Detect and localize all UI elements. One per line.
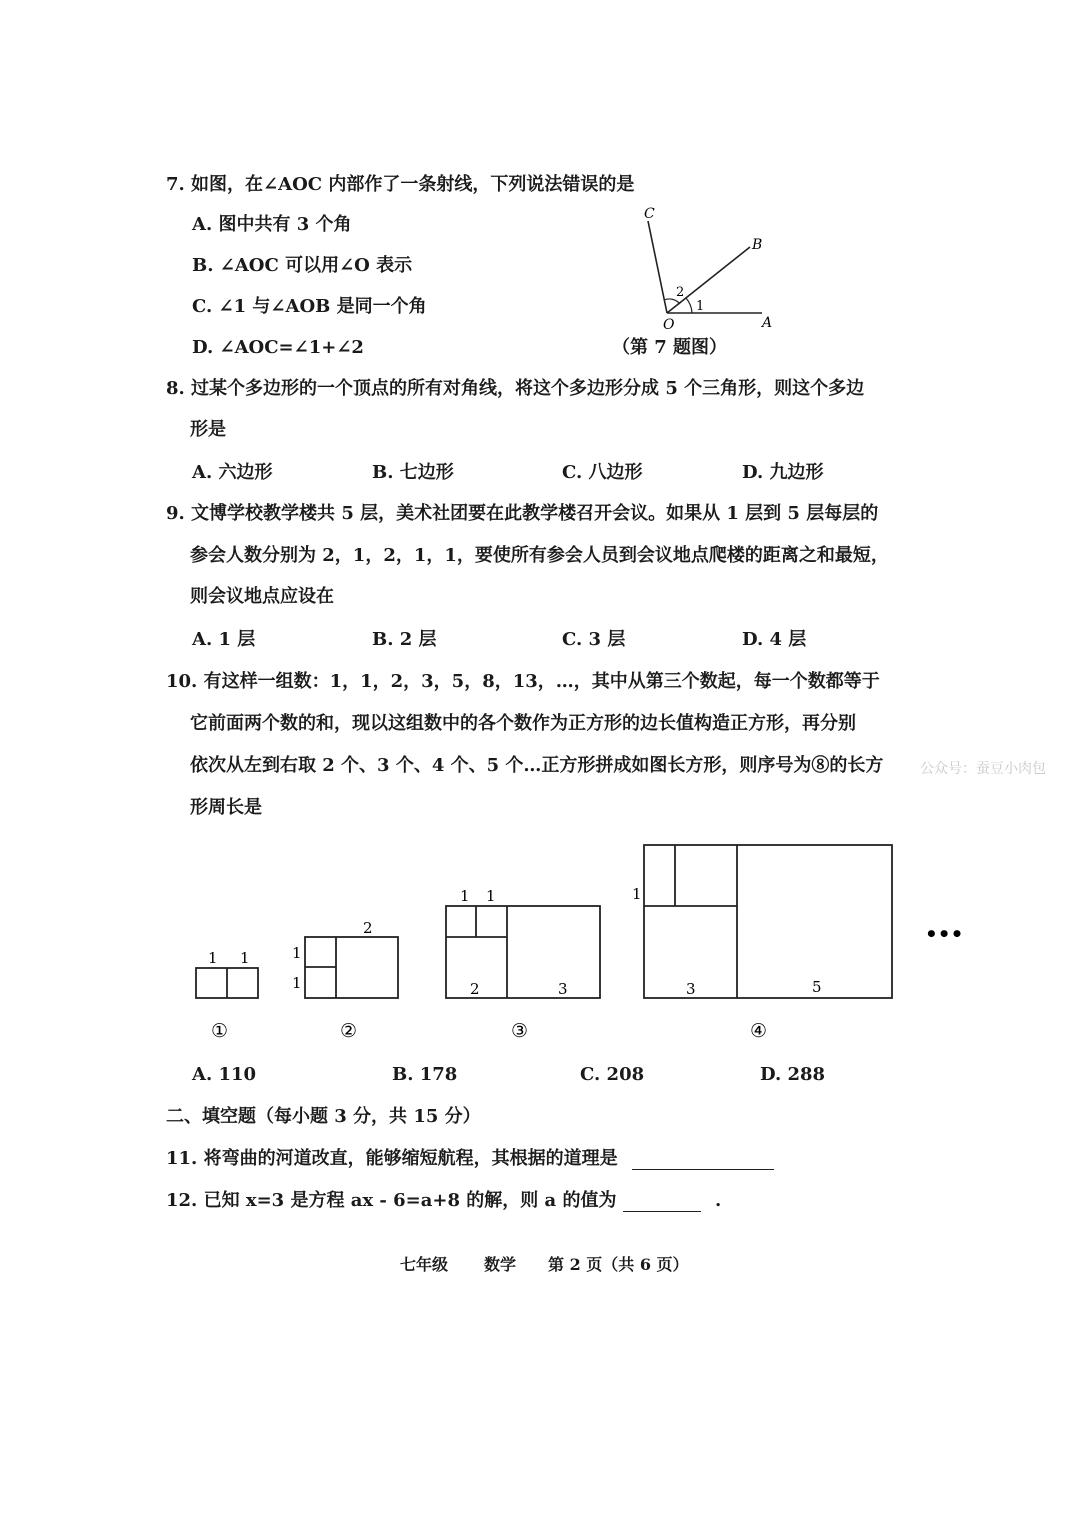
q12-row bbox=[166, 1190, 721, 1212]
q10-rectangles-figure bbox=[180, 835, 980, 1050]
fig1-label-1: 1 bbox=[208, 949, 218, 967]
q9-stem-line2: 参会人数分别为 2，1，2，1，1，要使所有参会人员到会议地点爬楼的距离之和最短， bbox=[190, 545, 889, 566]
ray-oc bbox=[648, 221, 667, 313]
q10-option-b: B. 178 bbox=[392, 1064, 458, 1085]
q10-option-a: A. 110 bbox=[192, 1064, 257, 1085]
q7-angle-figure bbox=[600, 195, 820, 335]
q9-option-a: A. 1 层 bbox=[192, 629, 256, 650]
fig1-number: ① bbox=[211, 1020, 229, 1042]
q8-option-b: B. 七边形 bbox=[372, 462, 454, 483]
fig3-label-top-2: 1 bbox=[486, 887, 496, 905]
q7-figure-caption: （第 7 题图） bbox=[612, 337, 728, 358]
fig4-label-3: 3 bbox=[686, 980, 696, 998]
label-a: A bbox=[762, 315, 773, 331]
q11-answer-blank[interactable] bbox=[632, 1151, 774, 1170]
q7-stem: 7. 如图，在∠AOC 内部作了一条射线，下列说法错误的是 bbox=[166, 174, 635, 195]
q10-stem-line2: 它前面两个数的和，现以这组数中的各个数作为正方形的边长值构造正方形，再分别 bbox=[190, 713, 856, 734]
watermark-text: 公众号：蚕豆小肉包 bbox=[920, 761, 1046, 777]
q7-option-a: A. 图中共有 3 个角 bbox=[192, 214, 352, 235]
q10-option-d: D. 288 bbox=[760, 1064, 826, 1085]
footer-page: 第 2 页（共 6 页） bbox=[548, 1255, 689, 1274]
label-angle-1: 1 bbox=[696, 299, 705, 314]
q8-option-c: C. 八边形 bbox=[562, 462, 643, 483]
fig3-label-top-1: 1 bbox=[460, 887, 470, 905]
q7-option-d: D. ∠AOC=∠1+∠2 bbox=[192, 337, 364, 358]
label-o: O bbox=[663, 317, 675, 333]
section2-title: 二、填空题（每小题 3 分，共 15 分） bbox=[166, 1106, 481, 1127]
q9-option-d: D. 4 层 bbox=[742, 629, 807, 650]
arc-angle-1 bbox=[686, 298, 692, 313]
q10-stem-line4: 形周长是 bbox=[190, 797, 262, 818]
fig4-label-1: 1 bbox=[632, 885, 642, 903]
q9-option-c: C. 3 层 bbox=[562, 629, 626, 650]
q8-stem-line2: 形是 bbox=[190, 419, 226, 440]
footer-subject: 数学 bbox=[484, 1255, 517, 1274]
q12-stem: 12. 已知 x=3 是方程 ax - 6=a+8 的解，则 a 的值为 bbox=[166, 1190, 617, 1211]
q8-option-d: D. 九边形 bbox=[742, 462, 824, 483]
q10-option-c: C. 208 bbox=[580, 1064, 645, 1085]
q9-option-b: B. 2 层 bbox=[372, 629, 437, 650]
fig2-label-left-2: 1 bbox=[292, 974, 302, 992]
q8-stem-line1: 8. 过某个多边形的一个顶点的所有对角线，将这个多边形分成 5 个三角形，则这个多边 bbox=[166, 378, 865, 399]
fig4-number: ④ bbox=[750, 1020, 768, 1042]
label-c: C bbox=[644, 206, 655, 222]
fig2-label-top: 2 bbox=[363, 919, 373, 937]
fig3-number: ③ bbox=[511, 1020, 529, 1042]
q12-end-punct: . bbox=[715, 1190, 722, 1211]
label-angle-2: 2 bbox=[676, 285, 685, 300]
ellipsis: ••• bbox=[925, 922, 964, 946]
q11-row bbox=[166, 1148, 774, 1170]
footer-grade: 七年级 bbox=[400, 1255, 449, 1274]
q8-option-a: A. 六边形 bbox=[192, 462, 273, 483]
q9-stem-line3: 则会议地点应设在 bbox=[190, 586, 334, 607]
fig4-label-5: 5 bbox=[812, 978, 822, 996]
fig1-label-2: 1 bbox=[240, 949, 250, 967]
q9-stem-line1: 9. 文博学校教学楼共 5 层，美术社团要在此教学楼召开会议。如果从 1 层到 5 层每层的 bbox=[166, 503, 879, 524]
fig2-number: ② bbox=[340, 1020, 358, 1042]
fig2-label-left-1: 1 bbox=[292, 944, 302, 962]
q10-stem-line1: 10. 有这样一组数：1，1，2，3，5，8，13，…，其中从第三个数起，每一个数都等于 bbox=[166, 671, 880, 692]
fig4-rectangle bbox=[644, 845, 892, 998]
q11-stem: 11. 将弯曲的河道改直，能够缩短航程，其根据的道理是 bbox=[166, 1148, 618, 1169]
q10-stem-line3: 依次从左到右取 2 个、3 个、4 个、5 个…正方形拼成如图长方形，则序号为⑧的长方 bbox=[190, 755, 884, 776]
q7-option-b: B. ∠AOC 可以用∠O 表示 bbox=[192, 255, 413, 276]
label-b: B bbox=[752, 237, 763, 253]
fig3-label-bottom-2: 2 bbox=[470, 980, 480, 998]
q12-answer-blank[interactable] bbox=[623, 1193, 701, 1212]
q7-option-c: C. ∠1 与∠AOB 是同一个角 bbox=[192, 296, 427, 317]
fig3-label-bottom-3: 3 bbox=[558, 980, 568, 998]
